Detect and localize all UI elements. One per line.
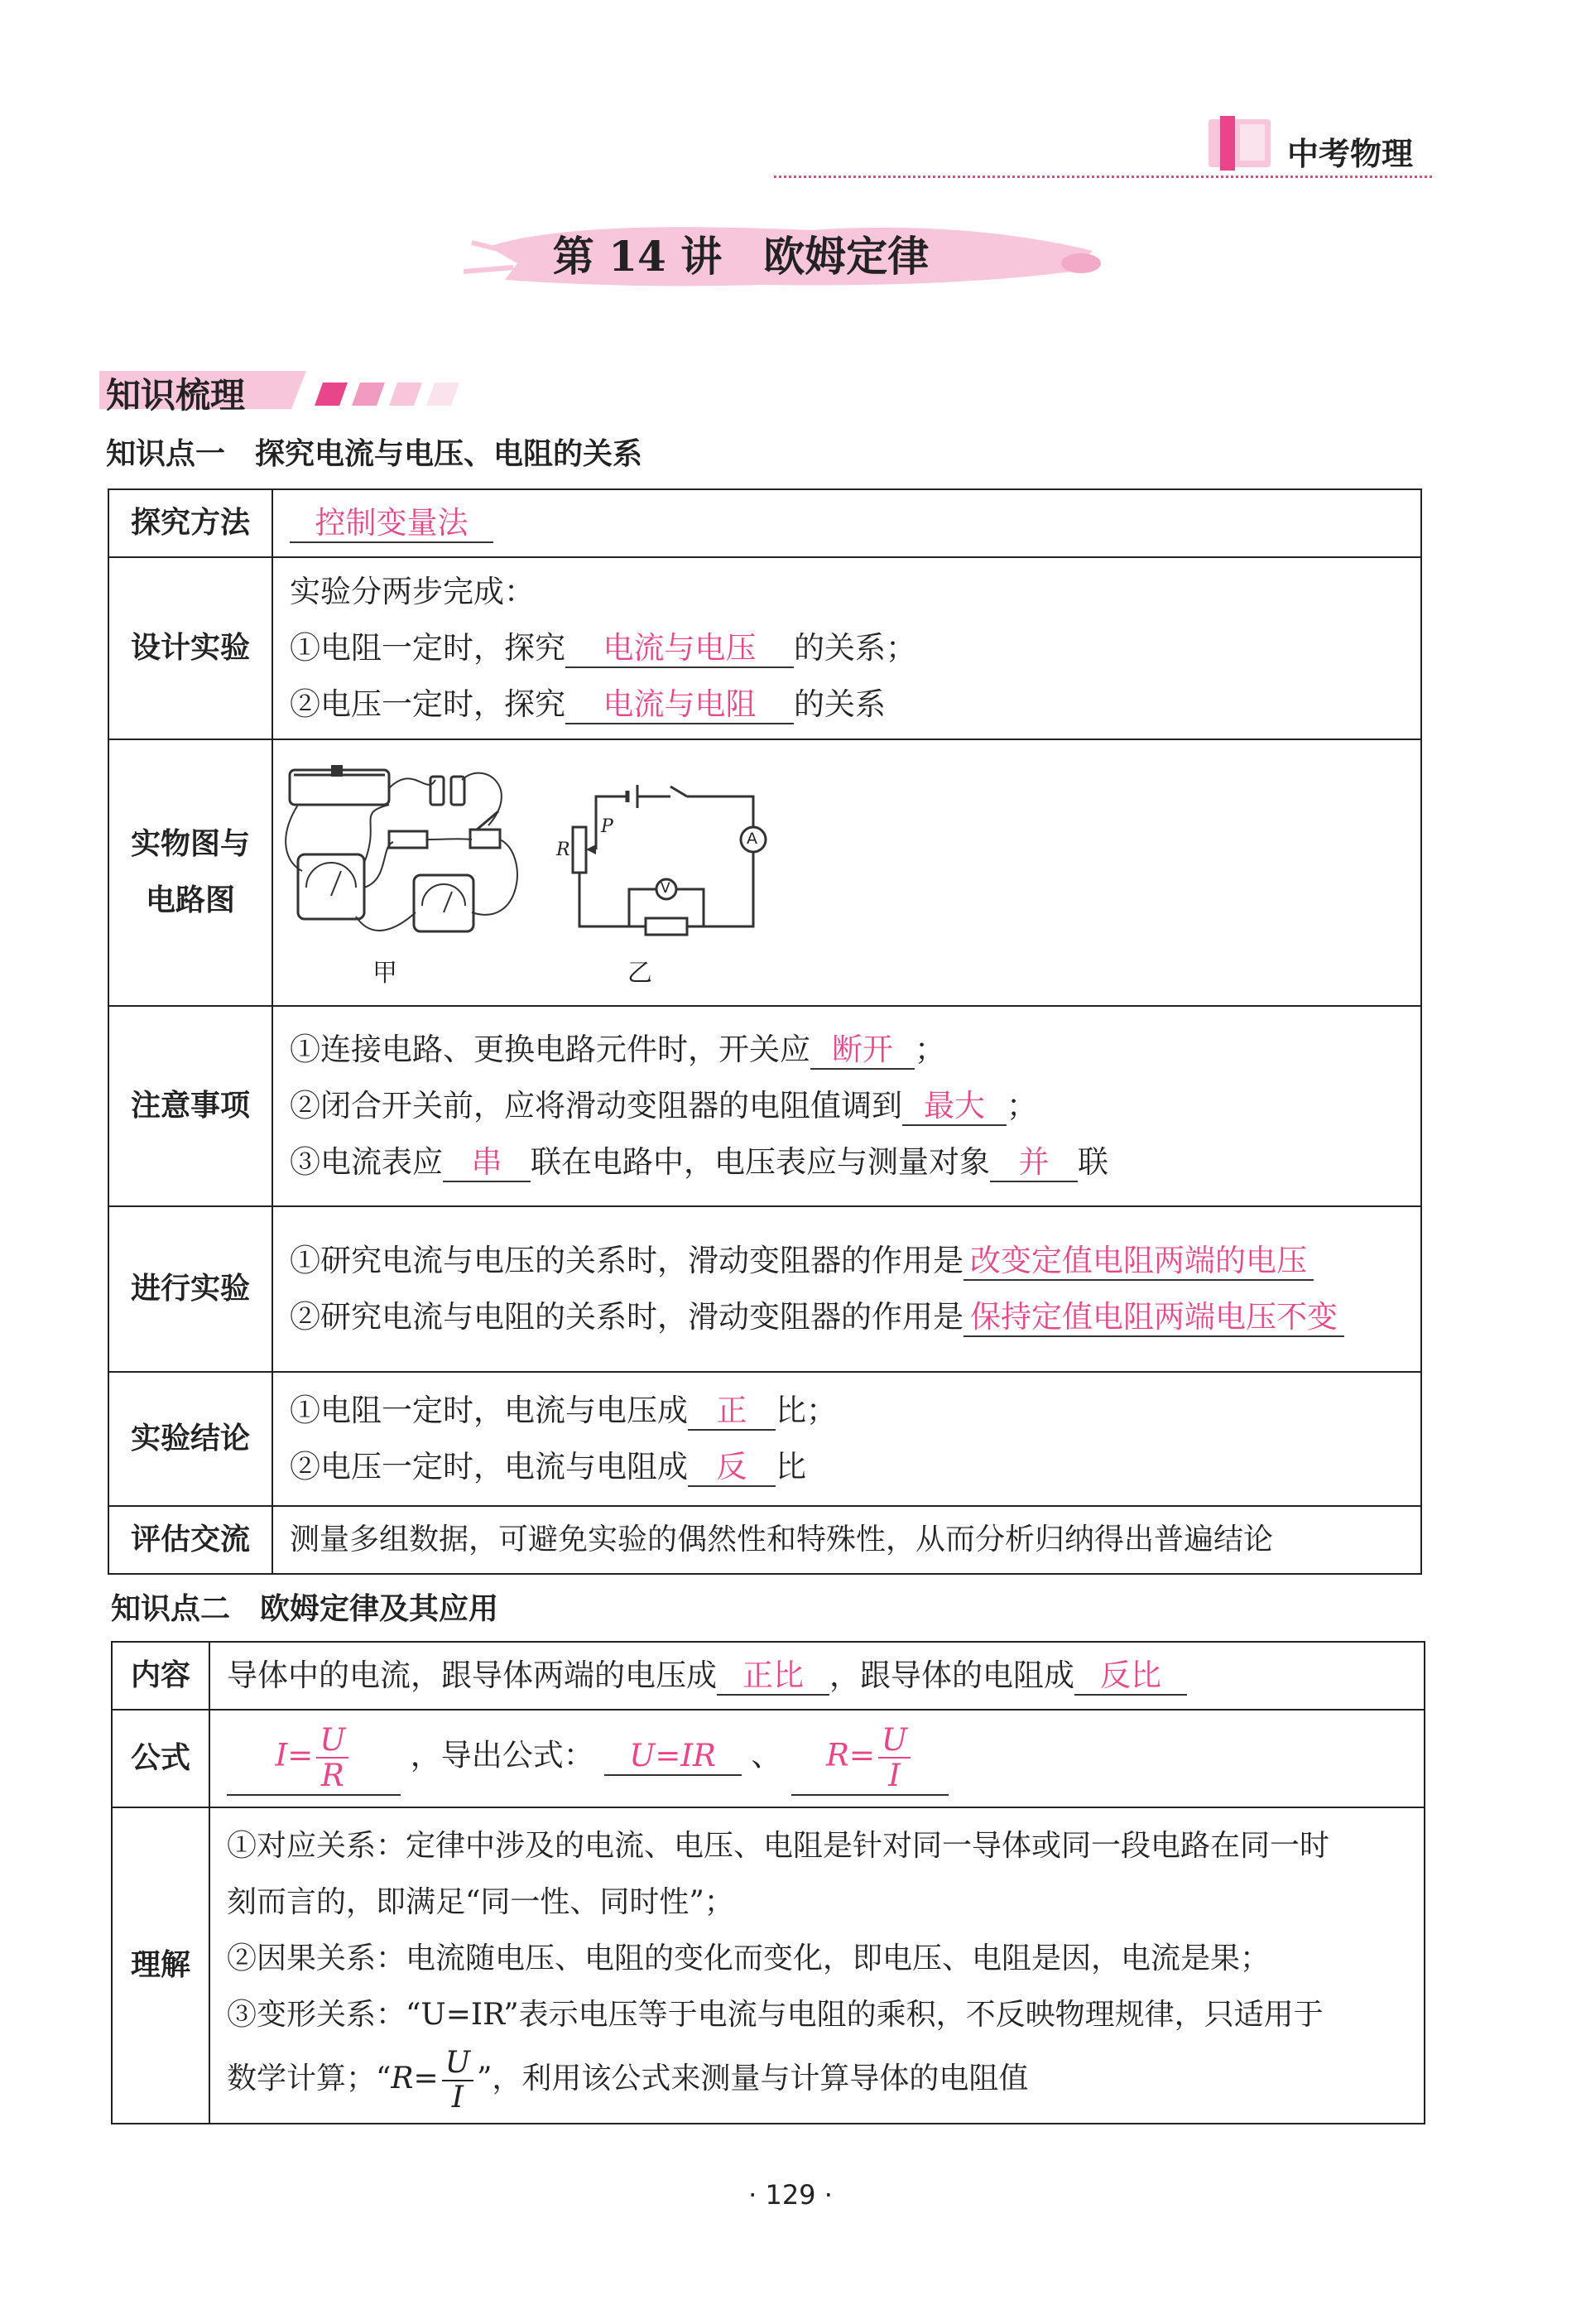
notes-label: 注意事项 <box>108 1006 272 1206</box>
formula-label: 公式 <box>112 1710 209 1807</box>
experiment-line2-answer: 保持定值电阻两端电压不变 <box>963 1299 1344 1337</box>
formula-mid: ，导出公式： <box>410 1737 594 1773</box>
kp1-table <box>108 488 1422 1575</box>
design-line1 <box>290 620 1404 676</box>
label-R: R <box>556 840 570 860</box>
design-label: 设计实验 <box>108 557 272 739</box>
design-line1-pre: ①电阻一定时，探究 <box>290 630 565 666</box>
content-label: 内容 <box>112 1642 209 1710</box>
notes-line2-answer: 最大 <box>902 1088 1007 1126</box>
section-title: 知识梳理 <box>106 375 246 416</box>
formula-3-fraction <box>878 1722 911 1793</box>
conclusion-label: 实验结论 <box>108 1372 272 1506</box>
conclusion-line2-post: 比 <box>776 1449 806 1484</box>
formula-1 <box>227 1721 401 1796</box>
notes-line2 <box>290 1078 1404 1134</box>
method-answer: 控制变量法 <box>290 505 493 543</box>
evaluation-text: 测量多组数据，可避免实验的偶然性和特殊性，从而分析归纳得出普遍结论 <box>272 1506 1421 1574</box>
diagram-label <box>108 739 272 1006</box>
notes-line3-answer2: 并 <box>990 1144 1078 1182</box>
row-method <box>108 489 1421 557</box>
content-mid: ，跟导体的电阻成 <box>829 1658 1074 1693</box>
formula-3-denominator: I <box>888 1758 901 1793</box>
row-evaluation <box>108 1506 1421 1574</box>
formula-1-numerator: U <box>316 1725 348 1759</box>
row-conclusion <box>108 1372 1421 1506</box>
notes-line3 <box>290 1134 1404 1191</box>
notes-line3-post: 联 <box>1078 1144 1108 1180</box>
formula-1-fraction <box>316 1722 348 1793</box>
design-line1-post: 的关系； <box>794 630 916 666</box>
notes-line2-post: ； <box>1007 1088 1037 1124</box>
design-line2-post: 的关系 <box>794 686 886 722</box>
page-number: · 129 · <box>748 2179 833 2211</box>
understanding-line5 <box>227 2043 1407 2113</box>
evaluation-label: 评估交流 <box>108 1506 272 1574</box>
conclusion-line1-pre: ①电阻一定时，电流与电压成 <box>290 1393 688 1428</box>
conclusion-line1-answer: 正 <box>688 1393 776 1431</box>
experiment-line1-pre: ①研究电流与电压的关系时，滑动变阻器的作用是 <box>290 1243 963 1278</box>
formula-3-lhs: R= <box>826 1737 875 1773</box>
ammeter-label: A <box>747 830 757 848</box>
circuit-diagram <box>556 782 770 939</box>
header-rule <box>774 176 1432 178</box>
understanding-fraction <box>442 2048 473 2113</box>
row-notes <box>108 1006 1421 1206</box>
formula-2: U=IR <box>604 1738 742 1776</box>
notes-line1-pre: ①连接电路、更换电路元件时，开关应 <box>290 1032 810 1067</box>
lesson-title: 第 14 讲 欧姆定律 <box>552 232 930 281</box>
design-line2-pre: ②电压一定时，探究 <box>290 686 565 722</box>
formula-3-numerator: U <box>878 1725 911 1759</box>
formula-sep: 、 <box>751 1737 782 1773</box>
notes-line1 <box>290 1022 1404 1078</box>
content-pre: 导体中的电流，跟导体两端的电压成 <box>227 1658 717 1693</box>
notes-line1-post: ； <box>915 1032 945 1067</box>
design-line1-answer: 电流与电压 <box>565 630 794 668</box>
understanding-line5-post: ”，利用该公式来测量与计算导体的电阻值 <box>477 2062 1029 2095</box>
notes-line3-answer1: 串 <box>443 1144 531 1182</box>
experiment-line2-pre: ②研究电流与电阻的关系时，滑动变阻器的作用是 <box>290 1299 963 1335</box>
row-experiment <box>108 1206 1421 1372</box>
row-understanding <box>112 1807 1425 2124</box>
method-label: 探究方法 <box>108 489 272 557</box>
row-formula <box>112 1710 1425 1807</box>
kp2-heading: 知识点二 欧姆定律及其应用 <box>111 1592 499 1626</box>
header-badge: 中考物理 <box>1287 136 1414 172</box>
experiment-label: 进行实验 <box>108 1206 272 1372</box>
physical-setup-illustration <box>281 763 546 945</box>
caption-b: 乙 <box>627 959 652 988</box>
conclusion-line1 <box>290 1383 1404 1439</box>
understanding-line2: 刻而言的，即满足“同一性、同时性”； <box>227 1885 734 1919</box>
row-content <box>112 1642 1425 1710</box>
conclusion-line2 <box>290 1439 1404 1495</box>
label-P: P <box>601 816 613 837</box>
content-answer2: 反比 <box>1074 1658 1187 1696</box>
notes-line2-pre: ②闭合开关前，应将滑动变阻器的电阻值调到 <box>290 1088 902 1124</box>
row-design <box>108 557 1421 739</box>
design-intro: 实验分两步完成： <box>290 574 535 609</box>
row-diagram <box>108 739 1421 1006</box>
understanding-line5-pre: 数学计算；“ <box>227 2062 392 2095</box>
design-line2 <box>290 676 1404 733</box>
understanding-denominator: I <box>451 2081 464 2115</box>
conclusion-line1-post: 比； <box>776 1393 837 1428</box>
kp1-heading: 知识点一 探究电流与电压、电阻的关系 <box>106 437 643 471</box>
understanding-line4: ③变形关系：“U=IR”表示电压等于电流与电阻的乘积，不反映物理规律，只适用于 <box>227 1998 1324 2032</box>
understanding-numerator: U <box>442 2048 473 2081</box>
conclusion-line2-answer: 反 <box>688 1449 776 1487</box>
content-answer1: 正比 <box>717 1658 829 1696</box>
understanding-line5-lhs: R= <box>391 2062 439 2095</box>
notes-line1-answer: 断开 <box>810 1032 915 1070</box>
notes-line3-mid: 联在电路中，电压表应与测量对象 <box>531 1144 990 1180</box>
formula-3 <box>791 1721 949 1796</box>
formula-1-lhs: I= <box>275 1737 314 1773</box>
notes-line3-pre: ③电流表应 <box>290 1144 443 1180</box>
understanding-line3: ②因果关系：电流随电压、电阻的变化而变化，即电压、电阻是因，电流是果； <box>227 1941 1271 1975</box>
diagram-label-line2: 电路图 <box>145 883 235 917</box>
conclusion-line2-pre: ②电压一定时，电流与电阻成 <box>290 1449 688 1484</box>
header-book-icon <box>1209 116 1271 171</box>
kp2-table <box>111 1641 1425 2124</box>
experiment-line2 <box>290 1289 1404 1345</box>
understanding-line1: ①对应关系：定律中涉及的电流、电压、电阻是针对同一导体或同一段电路在同一时 <box>227 1829 1330 1863</box>
experiment-line1 <box>290 1233 1404 1289</box>
voltmeter-label: V <box>661 880 670 897</box>
design-line2-answer: 电流与电阻 <box>565 686 794 724</box>
caption-a: 甲 <box>372 959 397 988</box>
formula-1-denominator: R <box>320 1758 344 1793</box>
understanding-label: 理解 <box>112 1807 209 2124</box>
diagram-label-line1: 实物图与 <box>130 827 250 861</box>
experiment-line1-answer: 改变定值电阻两端的电压 <box>963 1243 1314 1281</box>
